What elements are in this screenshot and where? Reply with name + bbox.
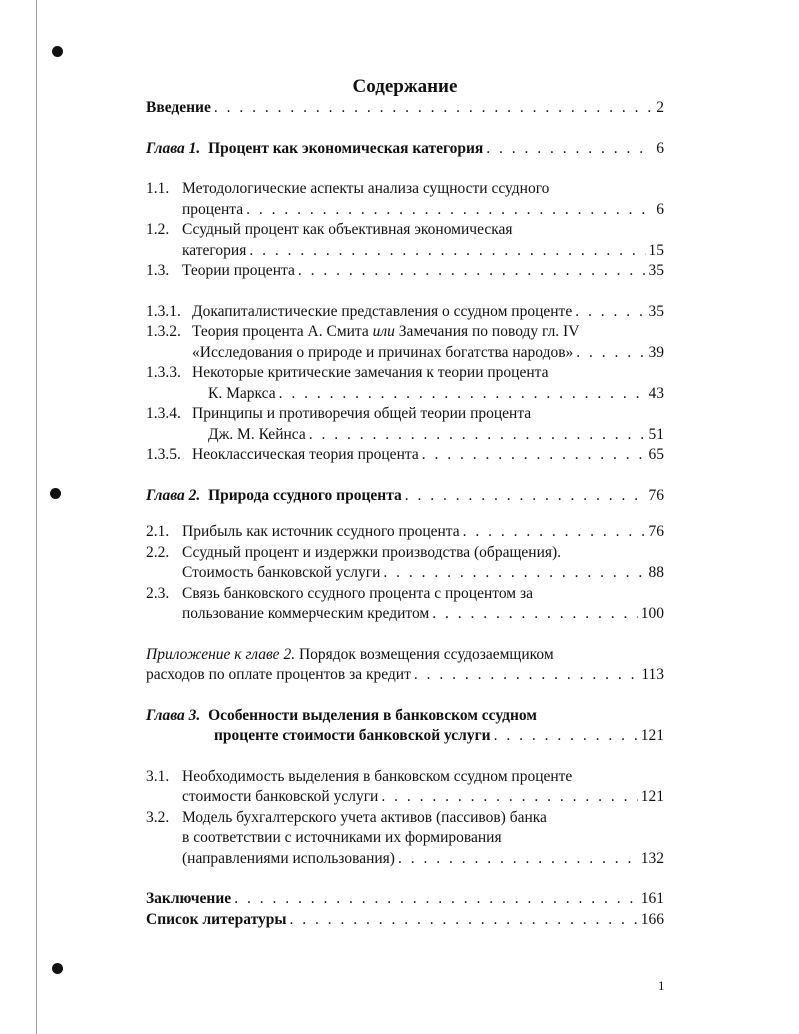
toc-entry-1-3-2 [146,322,664,363]
toc-number: 2.1. [146,523,170,540]
toc-label: процента [182,200,244,218]
chapter-prefix: Глава 1. [146,139,201,157]
toc-page: 15 [648,241,664,259]
toc-label: Ссудный процент и издержки производства (обращения). [182,543,562,561]
chapter-title: Особенности выделения в банковском ссудном [208,706,537,724]
toc-label: Связь банковского ссудного процента с процентом за [182,584,533,602]
toc-entry-2-2 [146,543,664,584]
toc-entry-chapter-1 [146,139,664,160]
chapter-prefix: Глава 2. [146,486,201,504]
toc-page: 132 [640,849,664,867]
leader-dots [383,563,645,584]
leader-dots [422,445,646,466]
toc-label: Теория процента А. Смита [192,323,373,340]
toc-entry-1-3-4 [146,404,664,445]
toc-number: 1.3.1. [146,302,181,320]
toc-number: 1.3.2. [146,323,181,340]
toc-page: 35 [648,302,664,320]
toc-entry-references [146,910,664,931]
leader-dots [576,343,645,364]
toc-number: 3.1. [146,767,170,785]
leader-dots [575,302,645,323]
toc-page: 43 [648,384,664,402]
leader-dots [463,522,646,543]
toc-number: 1.1. [146,180,170,197]
toc-label: Докапиталистические представления о ссудном проценте [192,302,573,320]
toc-entry-1-3 [146,261,664,282]
toc-entry-2-1 [146,522,664,543]
page-title: Содержание [352,76,458,97]
toc-label: пользование коммерческим кредитом [182,605,430,622]
toc-number: 1.3.3. [146,364,181,381]
toc-entry-1-3-5 [146,445,664,466]
toc-page: 121 [640,727,664,744]
toc-number: 2.3. [146,584,170,602]
toc-page: 166 [640,910,664,928]
toc-label: Необходимость выделения в банковском ссудном проценте [182,767,573,785]
toc-label: Принципы и противоречия общей теории процента [192,405,532,422]
toc-page: 65 [648,446,664,463]
page-edge-line [36,0,37,1034]
leader-dots [405,486,646,507]
toc-label: Неоклассическая теория процента [192,446,419,463]
leader-dots [234,889,638,910]
leader-dots [414,665,638,686]
toc-label: Заключение [146,890,232,907]
toc-page: 51 [648,425,664,443]
toc-label: расходов по оплате процентов за кредит [146,666,411,683]
page-number: 1 [658,978,665,993]
toc-number: 2.2. [146,543,170,561]
toc-entry-3-2 [146,808,664,870]
toc-entry-chapter-2 [146,486,664,507]
toc-number: 1.3.4. [146,405,181,422]
leader-dots [381,787,637,808]
punch-hole-mark [52,46,63,57]
toc-label: «Исследования о природе и причинах богатства народов» [192,343,574,361]
leader-dots [298,261,646,282]
toc-label: Модель бухгалтерского учета активов (пассивов) банка [182,808,547,826]
toc-page: 121 [640,788,664,805]
appendix-prefix: Приложение к главе 2. [146,645,296,663]
toc-entry-appendix-2 [146,645,664,686]
toc-page: 88 [648,564,664,581]
toc-page: 6 [656,200,664,218]
leader-dots [494,726,638,747]
punch-hole-mark [50,488,61,499]
leader-dots [398,849,638,870]
toc-label: Дж. М. Кейнса [208,425,306,443]
toc-label: Некоторые критические замечания к теории процента [192,364,549,381]
toc-number: 1.2. [146,221,170,238]
toc-entry-1-3-3 [146,363,664,404]
chapter-prefix: Глава 3. [146,706,201,724]
toc-page: 100 [640,605,664,622]
toc-entry-3-1 [146,767,664,808]
punch-hole-mark [52,963,63,974]
toc-entry-1-3-1 [146,302,664,323]
toc-label: Теории процента [182,262,295,279]
toc-label: Методологические аспекты анализа сущности ссудного [182,180,550,197]
toc-page: 76 [648,486,664,504]
toc-label: Замечания по поводу гл. IV [394,323,580,340]
toc-label: Введение [146,99,211,116]
toc-label: Прибыль как источник ссудного процента [182,523,460,540]
toc-number: 1.3. [146,262,170,279]
leader-dots [289,910,637,931]
leader-dots [246,200,653,221]
toc-page: 6 [656,139,664,157]
leader-dots [279,384,646,405]
toc-label-italic: или [372,323,395,340]
toc-page: 39 [648,343,664,361]
toc-page: 76 [648,523,664,540]
toc-label: стоимости банковской услуги [182,788,379,805]
toc-label: в соответствии с источниками их формирования [182,829,502,846]
toc-label: К. Маркса [208,384,276,402]
chapter-title: проценте стоимости банковской услуги [214,727,491,744]
toc-label: (направлениями использования) [182,849,395,867]
toc-page: 2 [656,99,664,116]
toc-page: 161 [640,890,664,907]
toc-number: 3.2. [146,808,170,826]
toc-entry-conclusion [146,889,664,910]
toc-entry-chapter-3 [146,706,664,747]
chapter-title: Процент как экономическая категория [208,139,484,157]
chapter-title: Природа ссудного процента [208,486,402,504]
toc-label: категория [182,241,247,259]
toc-number: 1.3.5. [146,446,181,463]
leader-dots [214,98,653,119]
table-of-contents [146,98,664,930]
toc-entry-2-3 [146,584,664,625]
leader-dots [309,425,646,446]
leader-dots [249,241,645,262]
toc-label: Порядок возмещения ссудозаемщиком [295,645,554,663]
toc-entry-introduction [146,98,664,119]
toc-entry-1-1 [146,179,664,220]
toc-label: Ссудный процент как объективная экономическая [182,221,513,238]
leader-dots [432,604,638,625]
toc-entry-1-2 [146,220,664,261]
toc-page: 113 [641,666,664,683]
toc-label: Стоимость банковской услуги [182,564,381,581]
toc-label: Список литературы [146,910,287,928]
leader-dots [486,139,653,160]
toc-page: 35 [648,262,664,279]
